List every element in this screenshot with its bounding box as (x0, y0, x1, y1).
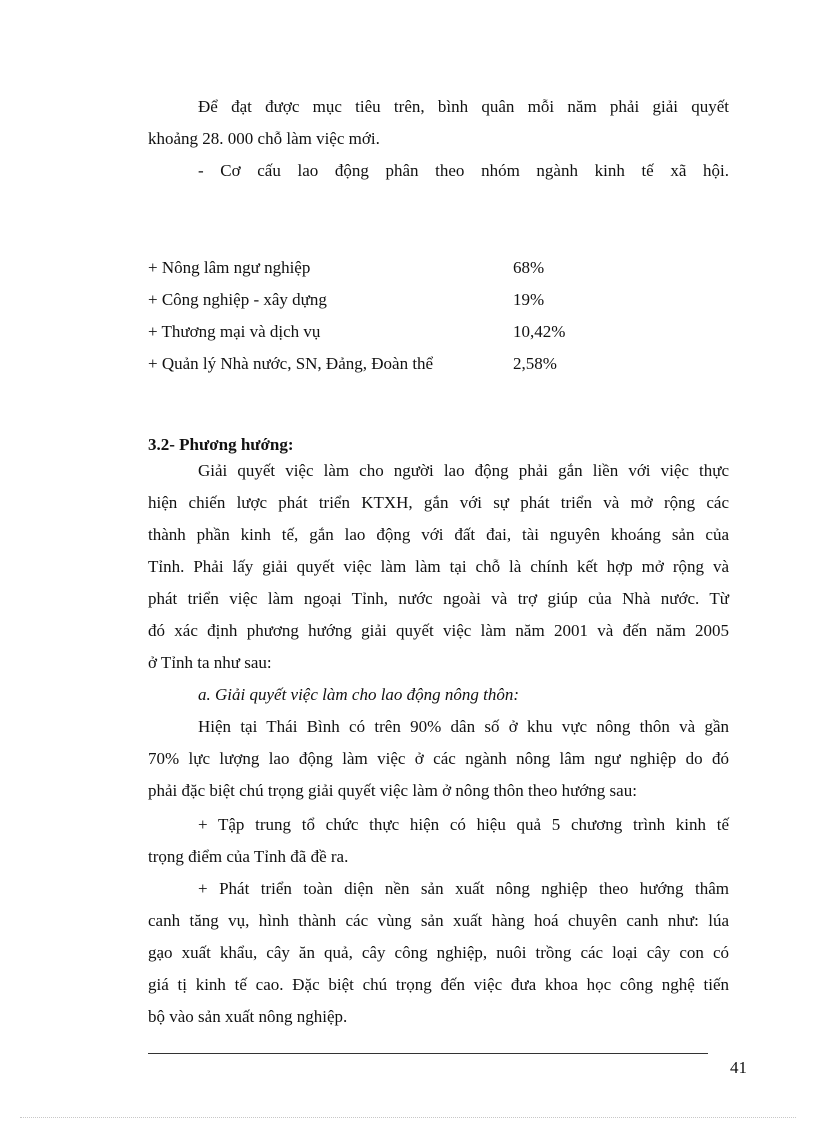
body-line: gạo xuất khẩu, cây ăn quả, cây công nghiệp, nuôi trồng các loại cây con có (148, 943, 729, 962)
body-line: 70% lực lượng lao động làm việc ở các ngành nông lâm ngư nghiệp do đó (148, 749, 729, 768)
body-line: + Phát triển toàn diện nền sản xuất nông nghiệp theo hướng thâm (198, 879, 729, 898)
section-heading: 3.2- Phương hướng: (148, 435, 294, 454)
body-line: phải đặc biệt chú trọng giải quyết việc làm ở nông thôn theo hướng sau: (148, 781, 637, 800)
body-line: Tỉnh. Phải lấy giải quyết việc làm làm tại chỗ là chính kết hợp mở rộng và (148, 557, 729, 576)
row-label: + Nông lâm ngư nghiệp (148, 258, 311, 277)
paragraph-line: Để đạt được mục tiêu trên, bình quân mỗi năm phải giải quyết (198, 97, 729, 116)
row-value: 19% (513, 290, 545, 309)
paragraph-line: - Cơ cấu lao động phân theo nhóm ngành kinh tế xã hội. (198, 161, 729, 180)
body-line: đó xác định phương hướng giải quyết việc làm năm 2001 và đến năm 2005 (148, 621, 729, 640)
row-label: + Công nghiệp - xây dựng (148, 290, 327, 309)
row-value: 2,58% (513, 354, 557, 373)
body-line: phát triển việc làm ngoại Tỉnh, nước ngoài và trợ giúp của Nhà nước. Từ (148, 589, 729, 608)
body-line: thành phần kinh tế, gắn lao động với đất đai, tài nguyên khoáng sản của (148, 525, 729, 544)
body-line: bộ vào sản xuất nông nghiệp. (148, 1007, 348, 1026)
page-edge-dotted-line (20, 1117, 796, 1118)
body-line: + Tập trung tổ chức thực hiện có hiệu quả 5 chương trình kinh tế (198, 815, 729, 834)
page-number: 41 (730, 1058, 747, 1077)
row-value: 68% (513, 258, 545, 277)
body-line: trọng điểm của Tỉnh đã đề ra. (148, 847, 349, 866)
body-line: Hiện tại Thái Bình có trên 90% dân số ở khu vực nông thôn và gần (198, 717, 729, 736)
body-line: giá tị kinh tế cao. Đặc biệt chú trọng đến việc đưa khoa học công nghệ tiến (148, 975, 729, 994)
body-line: canh tăng vụ, hình thành các vùng sản xuất hàng hoá chuyên canh như: lúa (148, 911, 729, 930)
subsection-heading: a. Giải quyết việc làm cho lao động nông thôn: (198, 685, 520, 704)
row-label: + Thương mại và dịch vụ (148, 322, 321, 341)
paragraph-line: khoảng 28. 000 chỗ làm việc mới. (148, 129, 380, 148)
body-line: hiện chiến lược phát triển KTXH, gắn với sự phát triển và mở rộng các (148, 493, 729, 512)
row-value: 10,42% (513, 322, 566, 341)
body-line: ở Tỉnh ta như sau: (148, 653, 272, 672)
row-label: + Quản lý Nhà nước, SN, Đảng, Đoàn thể (148, 354, 434, 373)
footer-rule (148, 1053, 708, 1054)
body-line: Giải quyết việc làm cho người lao động phải gắn liền với việc thực (198, 461, 729, 480)
